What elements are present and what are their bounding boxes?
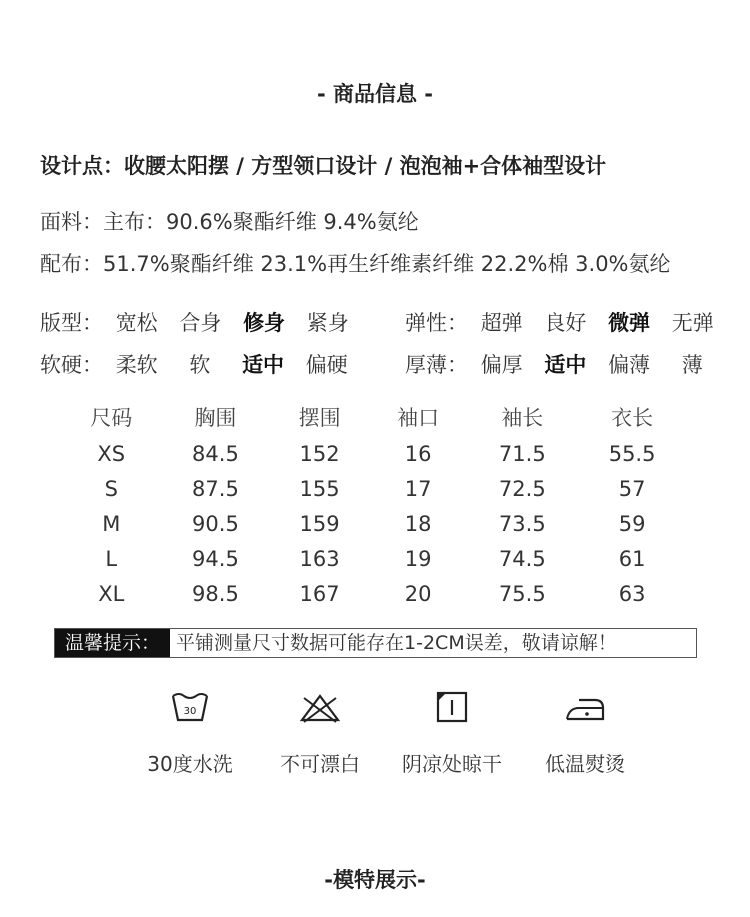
table-cell: 72.5	[498, 476, 546, 501]
table-cell: 19	[404, 546, 432, 571]
table-row	[62, 436, 687, 471]
table-cell: S	[104, 476, 118, 501]
table-cell: 155	[299, 476, 340, 501]
table-cell: 20	[404, 581, 432, 606]
table-cell: 59	[618, 511, 646, 536]
attr-option: 合身	[179, 311, 222, 335]
table-cell: 17	[404, 476, 432, 501]
measurement-tip	[54, 628, 697, 658]
attr-option: 偏薄	[608, 353, 651, 377]
care-shade-dry	[377, 690, 527, 777]
attr-fit	[40, 307, 364, 337]
design-points: 设计点：收腰太阳摆 / 方型领口设计 / 泡泡袖+合体袖型设计	[40, 154, 607, 178]
size-table-header	[62, 398, 687, 436]
attr-label: 厚薄：	[405, 353, 468, 377]
attr-label: 弹性：	[405, 311, 468, 335]
table-cell: 63	[618, 581, 646, 606]
table-cell: 163	[299, 546, 340, 571]
header-length: 衣长	[611, 406, 654, 430]
tip-label: 温馨提示：	[55, 629, 170, 657]
attr-option-selected: 微弹	[608, 311, 651, 335]
wash-30-icon	[115, 690, 265, 726]
care-low-iron	[510, 690, 660, 777]
care-wash	[115, 690, 265, 777]
attr-option: 偏硬	[305, 353, 348, 377]
table-cell: 57	[618, 476, 646, 501]
header-sleeve-length: 袖长	[501, 406, 544, 430]
table-cell: 94.5	[192, 546, 239, 571]
table-cell: 71.5	[498, 441, 546, 466]
attr-label: 版型：	[40, 311, 103, 335]
table-cell: 87.5	[192, 476, 239, 501]
care-label: 低温熨烫	[545, 752, 625, 776]
shade-dry-icon	[377, 690, 527, 726]
table-cell: 84.5	[192, 441, 239, 466]
attr-thickness	[405, 349, 703, 379]
attr-option: 软	[189, 353, 211, 377]
attr-option-selected: 修身	[243, 311, 286, 335]
table-cell: 90.5	[192, 511, 239, 536]
header-size: 尺码	[90, 406, 133, 430]
table-row	[62, 576, 687, 611]
header-hem: 摆围	[298, 406, 341, 430]
attr-option: 宽松	[115, 311, 158, 335]
attr-option: 偏厚	[480, 353, 523, 377]
fabric-lining: 配布：51.7%聚酯纤维 23.1%再生纤维素纤维 22.2%棉 3.0%氨纶	[40, 252, 671, 276]
header-bust: 胸围	[194, 406, 237, 430]
table-cell: 98.5	[192, 581, 239, 606]
attr-option: 超弹	[480, 311, 523, 335]
care-label: 不可漂白	[280, 752, 360, 776]
fabric-main: 面料：主布：90.6%聚酯纤维 9.4%氨纶	[40, 210, 419, 234]
tip-text: 平铺测量尺寸数据可能存在1-2CM误差，敬请谅解！	[176, 632, 617, 654]
table-cell: 16	[404, 441, 432, 466]
table-row	[62, 471, 687, 506]
care-label: 阴凉处晾干	[402, 752, 502, 776]
table-cell: 18	[404, 511, 432, 536]
table-cell: XS	[97, 441, 126, 466]
attr-label: 软硬：	[40, 353, 103, 377]
table-cell: 167	[299, 581, 340, 606]
size-table	[62, 398, 687, 611]
attr-option: 良好	[544, 311, 587, 335]
table-cell: 55.5	[608, 441, 656, 466]
svg-text:30: 30	[183, 706, 197, 717]
attr-option-selected: 适中	[242, 353, 285, 377]
table-cell: 159	[299, 511, 340, 536]
table-cell: 73.5	[498, 511, 546, 536]
table-cell: 74.5	[498, 546, 546, 571]
section-title-product-info: - 商品信息 -	[316, 82, 434, 106]
care-no-bleach	[245, 690, 395, 777]
attr-option: 无弹	[671, 311, 714, 335]
table-cell: L	[105, 546, 118, 571]
header-cuff: 袖口	[397, 406, 440, 430]
attr-option: 柔软	[115, 353, 158, 377]
attr-option: 薄	[681, 353, 703, 377]
section-title-model-showcase: -模特展示-	[324, 868, 426, 892]
table-cell: XL	[98, 581, 125, 606]
low-iron-icon	[510, 690, 660, 726]
care-label: 30度水洗	[147, 752, 233, 776]
table-cell: 61	[618, 546, 646, 571]
table-row	[62, 506, 687, 541]
attr-softness	[40, 349, 363, 379]
attr-option-selected: 适中	[544, 353, 587, 377]
attr-elasticity	[405, 307, 714, 337]
no-bleach-icon	[245, 690, 395, 726]
table-cell: 152	[299, 441, 340, 466]
attr-option: 紧身	[306, 311, 349, 335]
table-cell: M	[102, 511, 121, 536]
table-cell: 75.5	[498, 581, 546, 606]
table-row	[62, 541, 687, 576]
